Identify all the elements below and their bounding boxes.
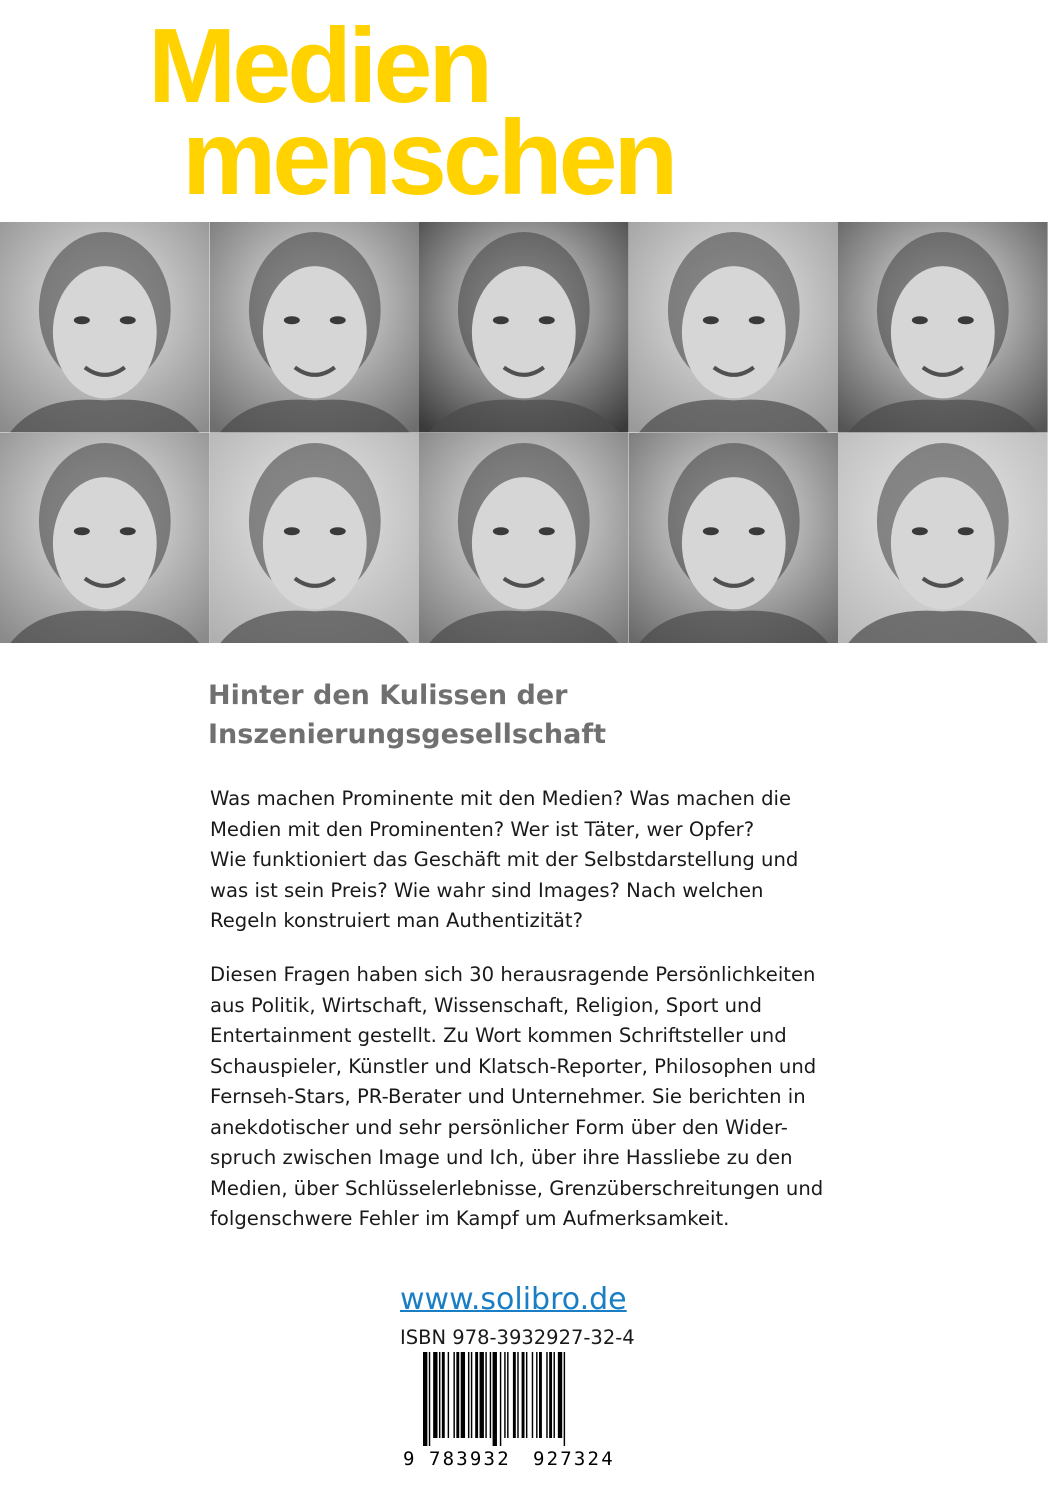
intro-paragraph-line: was ist sein Preis? Wie wahr sind Images? Nach welchen (210, 878, 764, 902)
intro-paragraph (210, 784, 850, 937)
portrait-photo-icon (629, 222, 839, 433)
portrait-grid (0, 222, 1048, 643)
intro-paragraph-line: Regeln konstruiert man Authentizität? (210, 909, 584, 932)
portrait-photo-icon (210, 222, 420, 433)
intro-paragraph-line: Medien mit den Prominenten? Wer ist Täter, wer Opfer? (210, 817, 755, 841)
portrait-photo-icon (210, 433, 420, 644)
description-paragraph-line: Entertainment gestellt. Zu Wort kommen Schriftsteller und (210, 1024, 787, 1047)
portrait-woman-blonde-smiling (0, 433, 210, 644)
barcode (401, 1352, 641, 1472)
intro-paragraph-line: Wie funktioniert das Geschäft mit der Selbstdarstellung und (210, 848, 799, 871)
description-paragraph-line: spruch zwischen Image und Ich, über ihre Hassliebe zu den (210, 1146, 793, 1169)
description-paragraph-line: aus Politik, Wirtschaft, Wissenschaft, Religion, Sport und (210, 993, 762, 1017)
portrait-man-shaved-head (838, 222, 1048, 433)
barcode-lead-digit: 9 (403, 1448, 415, 1470)
portrait-young-woman-dark-hair (210, 222, 420, 433)
description-paragraph-line: Schauspieler, Künstler und Klatsch-Reporter, Philosophen und (210, 1054, 817, 1078)
portrait-photo-icon (838, 222, 1048, 433)
intro-paragraph-line: Was machen Prominente mit den Medien? Was machen die (210, 787, 792, 810)
description-paragraph-line: Medien, über Schlüsselerlebnisse, Grenzüberschreitungen und (210, 1176, 824, 1200)
portrait-man-grey-hair-beard (629, 433, 839, 644)
portrait-photo-icon (838, 433, 1048, 644)
description-paragraph-line: folgenschwere Fehler im Kampf um Aufmerksamkeit. (210, 1207, 730, 1230)
portrait-man-grey-hair-smiling (419, 222, 629, 433)
subtitle (208, 676, 848, 754)
portrait-photo-icon (419, 433, 629, 644)
portrait-photo-icon (419, 222, 629, 433)
description-paragraph-line: anekdotischer und sehr persönlicher Form über den Wider- (210, 1115, 788, 1139)
barcode-bars-icon (401, 1352, 641, 1448)
portrait-photo-icon (0, 222, 210, 433)
website-link[interactable]: www.solibro.de (400, 1282, 627, 1317)
barcode-left-digits: 783932 (429, 1448, 511, 1470)
portrait-photo-icon (629, 433, 839, 644)
portrait-woman-blonde-updo (629, 222, 839, 433)
description-paragraph-line: Diesen Fragen haben sich 30 herausragende Persönlichkeiten (210, 963, 816, 986)
description-paragraph-line: Fernseh-Stars, PR-Berater und Unternehmer. Sie berichten in (210, 1085, 806, 1108)
portrait-woman-short-dark-hair (838, 433, 1048, 644)
barcode-right-digits: 927324 (533, 1448, 615, 1470)
portrait-man-wild-hair-mustache (0, 222, 210, 433)
portrait-photo-icon (0, 433, 210, 644)
title-line-1: Medien (148, 7, 490, 125)
portrait-older-man-glasses (210, 433, 420, 644)
subtitle-line-2: Inszenierungsgesellschaft (208, 719, 607, 750)
title-line-2: menschen (182, 99, 675, 217)
description-paragraph (210, 960, 850, 1235)
portrait-woman-glasses-curly (419, 433, 629, 644)
isbn-number: ISBN 978-3932927-32-4 (400, 1326, 635, 1349)
subtitle-line-1: Hinter den Kulissen der (208, 680, 568, 711)
